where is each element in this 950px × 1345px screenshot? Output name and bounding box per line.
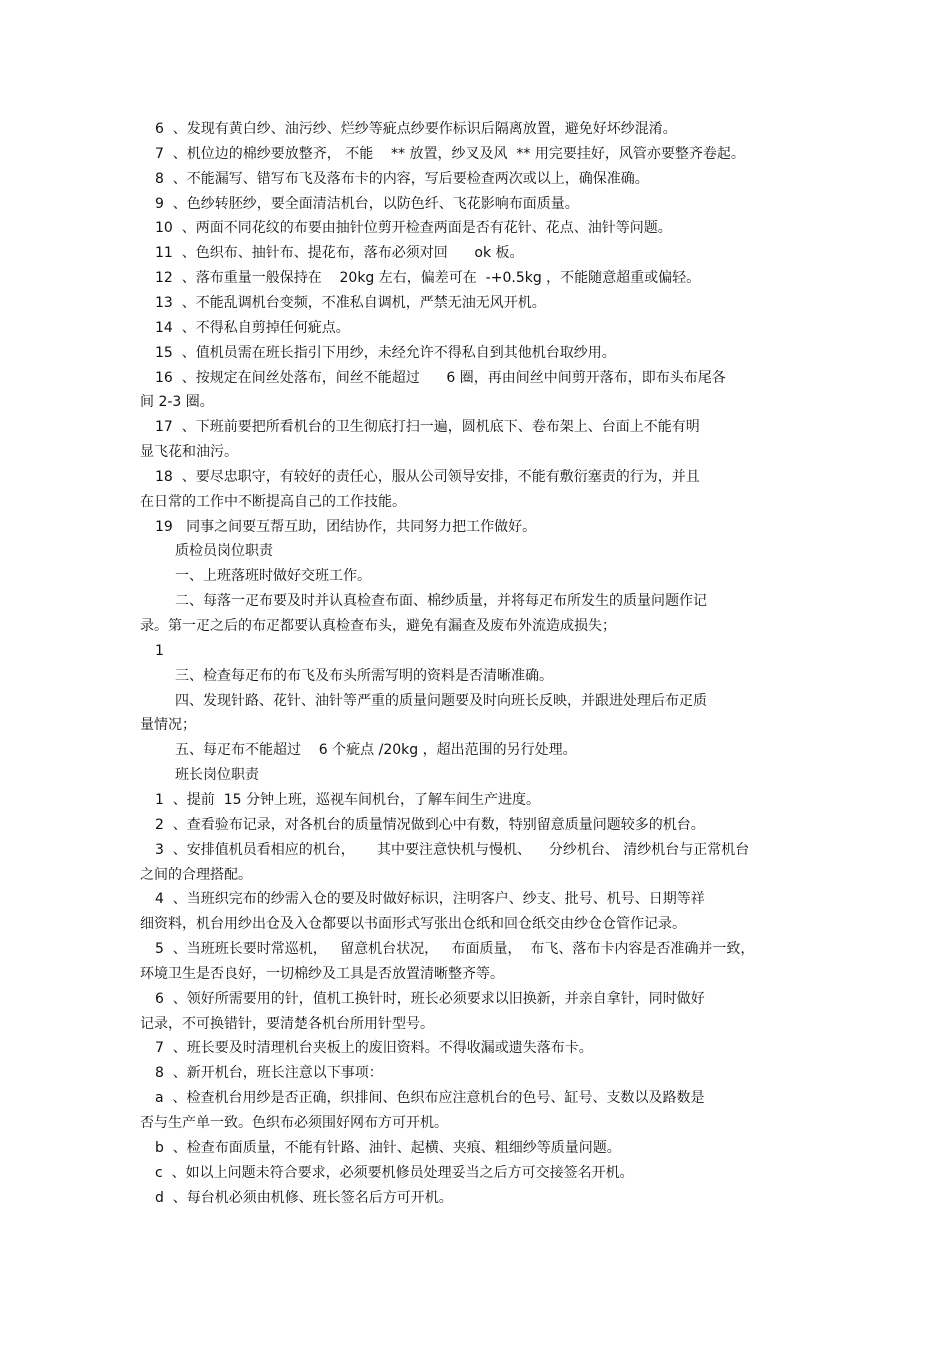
text-line: 8 、不能漏写、错写布飞及落布卡的内容，写后要检查两次或以上，确保准确。 [155,170,649,187]
text-line: 之间的合理搭配。 [140,866,252,883]
text-line: 15 、值机员需在班长指引下用纱，未经允许不得私自到其他机台取纱用。 [155,344,616,361]
text-line: 9 、色纱转胚纱，要全面清洁机台，以防色纤、飞花影响布面质量。 [155,195,579,212]
text-line: 环境卫生是否良好，一切棉纱及工具是否放置清晰整齐等。 [140,965,504,982]
text-line: 录。第一疋之后的布疋都要认真检查布头，避免有漏查及废布外流造成损失； [140,618,616,634]
text-line: 6 、领好所需要用的针，值机工换针时，班长必须要求以旧换新，并亲自拿针，同时做好 [155,990,705,1007]
text-line: 记录，不可换错针，要清楚各机台所用针型号。 [140,1015,434,1032]
text-line: 显飞花和油污。 [140,444,238,461]
text-line: 16 、按规定在间丝处落布，间丝不能超过 6 圈，再由间丝中间剪开落布，即布头布尾各 [155,369,726,386]
text-line: 二、每落一疋布要及时并认真检查布面、棉纱质量，并将每疋布所发生的质量问题作记 [175,593,707,610]
text-line: 一、上班落班时做好交班工作。 [175,568,371,585]
text-line: 四、发现针路、花针、油针等严重的质量问题要及时向班长反映，并跟进处理后布疋质 [175,692,707,709]
text-line: 1 、提前 15 分钟上班，巡视车间机台，了解车间生产进度。 [155,791,540,808]
text-line: 6 、发现有黄白纱、油污纱、烂纱等疵点纱要作标识后隔离放置，避免好坏纱混淆。 [155,121,677,137]
text-line: 班长岗位职责 [175,767,259,784]
text-line: 否与生产单一致。色织布必须围好网布方可开机。 [140,1115,448,1131]
text-line: 14 、不得私自剪掉任何疵点。 [155,319,350,336]
text-line: d 、每台机必须由机修、班长签名后方可开机。 [155,1189,453,1206]
text-line: 间 2-3 圈。 [140,394,214,411]
text-line: 2 、查看验布记录，对各机台的质量情况做到心中有数，特别留意质量问题较多的机台。 [155,816,705,833]
text-line: 8 、新开机台，班长注意以下事项： [155,1065,383,1082]
text-line: 五、每疋布不能超过 6 个疵点 /20kg ，超出范围的另行处理。 [175,742,577,759]
text-line: 量情况； [140,717,196,734]
text-line: 在日常的工作中不断提高自己的工作技能。 [140,493,406,510]
text-line: 19 同事之间要互帮互助，团结协作，共同努力把工作做好。 [155,518,537,535]
text-line: 17 、下班前要把所看机台的卫生彻底打扫一遍，圆机底下、卷布架上、台面上不能有明 [155,419,700,436]
text-line: 1 [155,642,164,659]
text-line: 三、检查每疋布的布飞及布头所需写明的资料是否清晰准确。 [175,667,553,684]
text-line: c 、如以上问题未符合要求，必须要机修员处理妥当之后方可交接签名开机。 [155,1164,634,1181]
text-line: 18 、要尽忠职守，有较好的责任心，服从公司领导安排，不能有敷衍塞责的行为，并且 [155,468,700,485]
text-line: a 、检查机台用纱是否正确，织排间、色织布应注意机台的色号、缸号、支数以及路数是 [155,1090,705,1107]
text-line: 12 、落布重量一般保持在 20kg 左右，偏差可在 -+0.5kg ，不能随意超重或偏轻。 [155,270,701,287]
text-line: 质检员岗位职责 [175,543,273,560]
text-line: 7 、班长要及时清理机台夹板上的废旧资料。不得收漏或遗失落布卡。 [155,1040,593,1057]
text-line: 13 、不能乱调机台变频，不准私自调机，严禁无油无风开机。 [155,294,546,311]
text-line: 11 、色织布、抽针布、提花布，落布必须对回 ok 板。 [155,245,524,262]
text-line: 7 、机位边的棉纱要放整齐， 不能 ** 放置，纱叉及风 ** 用完要挂好，风管亦要整齐卷起。 [155,145,745,162]
text-line: 3 、安排值机员看相应的机台， 其中要注意快机与慢机、 分纱机台、 清纱机台与正常机台 [155,841,750,858]
text-line: 4 、当班织完布的纱需入仓的要及时做好标识，注明客户、纱支、批号、机号、日期等祥 [155,891,705,908]
text-line: b 、检查布面质量，不能有针路、油针、起横、夹痕、粗细纱等质量问题。 [155,1139,621,1156]
text-line: 5 、当班班长要时常巡机， 留意机台状况， 布面质量， 布飞、落布卡内容是否准确并一致， [155,941,755,958]
text-line: 细资料，机台用纱出仓及入仓都要以书面形式写张出仓纸和回仓纸交由纱仓仓管作记录。 [140,916,686,933]
text-line: 10 、两面不同花纹的布要由抽针位剪开检查两面是否有花针、花点、油针等问题。 [155,220,672,237]
